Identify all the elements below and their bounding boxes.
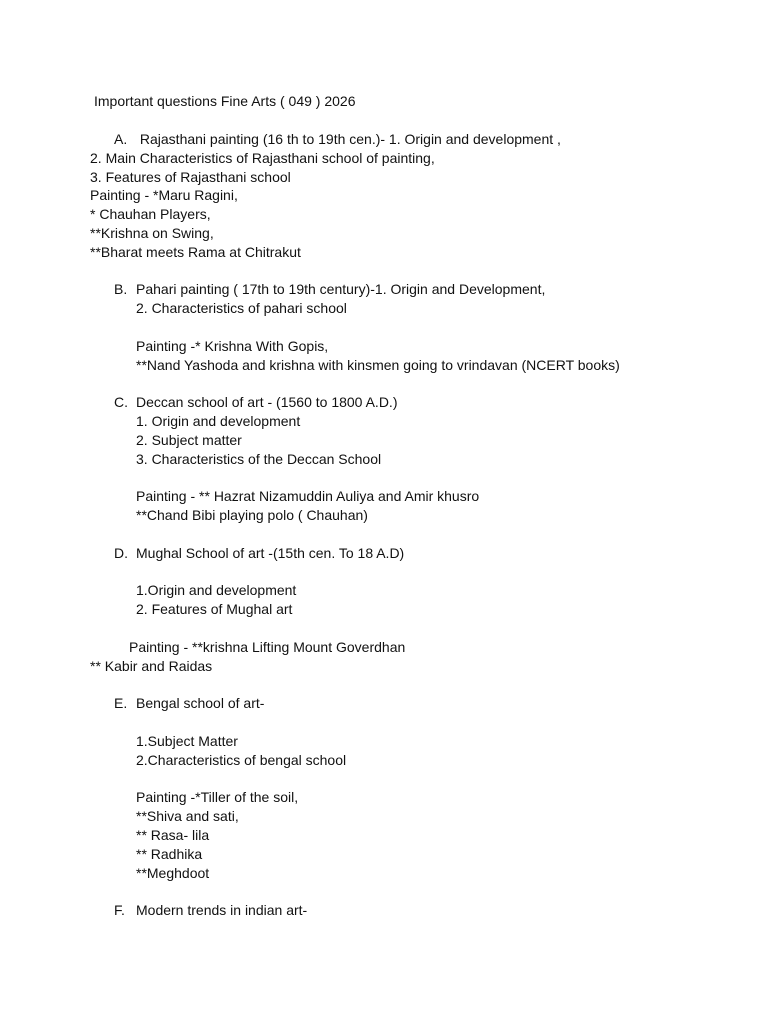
section-e-painting: ** Radhika [136, 846, 203, 862]
section-a-title: Rajasthani painting (16 th to 19th cen.)- 1. Origin and development , [139, 131, 561, 147]
section-c-point: 2. Subject matter [136, 432, 242, 448]
section-b-title: Pahari painting ( 17th to 19th century)-1. Origin and Development, [136, 281, 546, 297]
section-f-heading [114, 901, 307, 919]
section-a-marker: A. [114, 131, 128, 147]
section-a-painting: * Chauhan Players, [90, 206, 211, 222]
section-b-marker: B. [114, 281, 128, 297]
section-c-painting: **Chand Bibi playing polo ( Chauhan) [136, 507, 368, 523]
section-a-line: 3. Features of Rajasthani school [90, 169, 291, 185]
section-b-painting: **Nand Yashoda and krishna with kinsmen going to vrindavan (NCERT books) [136, 357, 620, 373]
section-e-painting: **Meghdoot [136, 865, 210, 881]
section-e-marker: E. [114, 695, 128, 711]
section-d-point: 1.Origin and development [136, 582, 297, 598]
section-e-title: Bengal school of art- [136, 695, 265, 711]
section-e-point: 1.Subject Matter [136, 733, 238, 749]
section-c-point: 3. Characteristics of the Deccan School [136, 451, 382, 467]
section-c-painting: Painting - ** Hazrat Nizamuddin Auliya and Amir khusro [136, 488, 480, 504]
section-e-painting: **Shiva and sati, [136, 808, 239, 824]
section-d-heading [114, 544, 404, 562]
section-d-painting: ** Kabir and Raidas [90, 658, 213, 674]
section-e-painting: Painting -*Tiller of the soil, [136, 789, 299, 805]
section-a-painting: Painting - *Maru Ragini, [90, 187, 238, 203]
section-e-painting: ** Rasa- lila [136, 827, 210, 843]
section-a-heading [114, 130, 561, 148]
section-c-title: Deccan school of art - (1560 to 1800 A.D.) [136, 394, 398, 410]
section-b-heading [114, 280, 545, 298]
section-c-point: 1. Origin and development [136, 413, 301, 429]
section-a-painting: **Krishna on Swing, [90, 225, 214, 241]
section-a-line: 2. Main Characteristics of Rajasthani school of painting, [90, 150, 435, 166]
section-d-painting: Painting - **krishna Lifting Mount Goverdhan [129, 639, 406, 655]
section-d-point: 2. Features of Mughal art [136, 601, 293, 617]
section-c-marker: C. [114, 394, 128, 410]
section-d-marker: D. [114, 545, 128, 561]
section-e-point: 2.Characteristics of bengal school [136, 752, 347, 768]
section-d-title: Mughal School of art -(15th cen. To 18 A.D) [136, 545, 405, 561]
section-f-title: Modern trends in indian art- [136, 902, 308, 918]
section-b-painting: Painting -* Krishna With Gopis, [136, 338, 329, 354]
section-a-painting: **Bharat meets Rama at Chitrakut [90, 244, 301, 260]
section-f-marker: F. [114, 902, 125, 918]
section-e-heading [114, 694, 264, 712]
section-b-line: 2. Characteristics of pahari school [136, 300, 347, 316]
document-title: Important questions Fine Arts ( 049 ) 2026 [94, 93, 356, 109]
section-c-heading [114, 393, 397, 411]
